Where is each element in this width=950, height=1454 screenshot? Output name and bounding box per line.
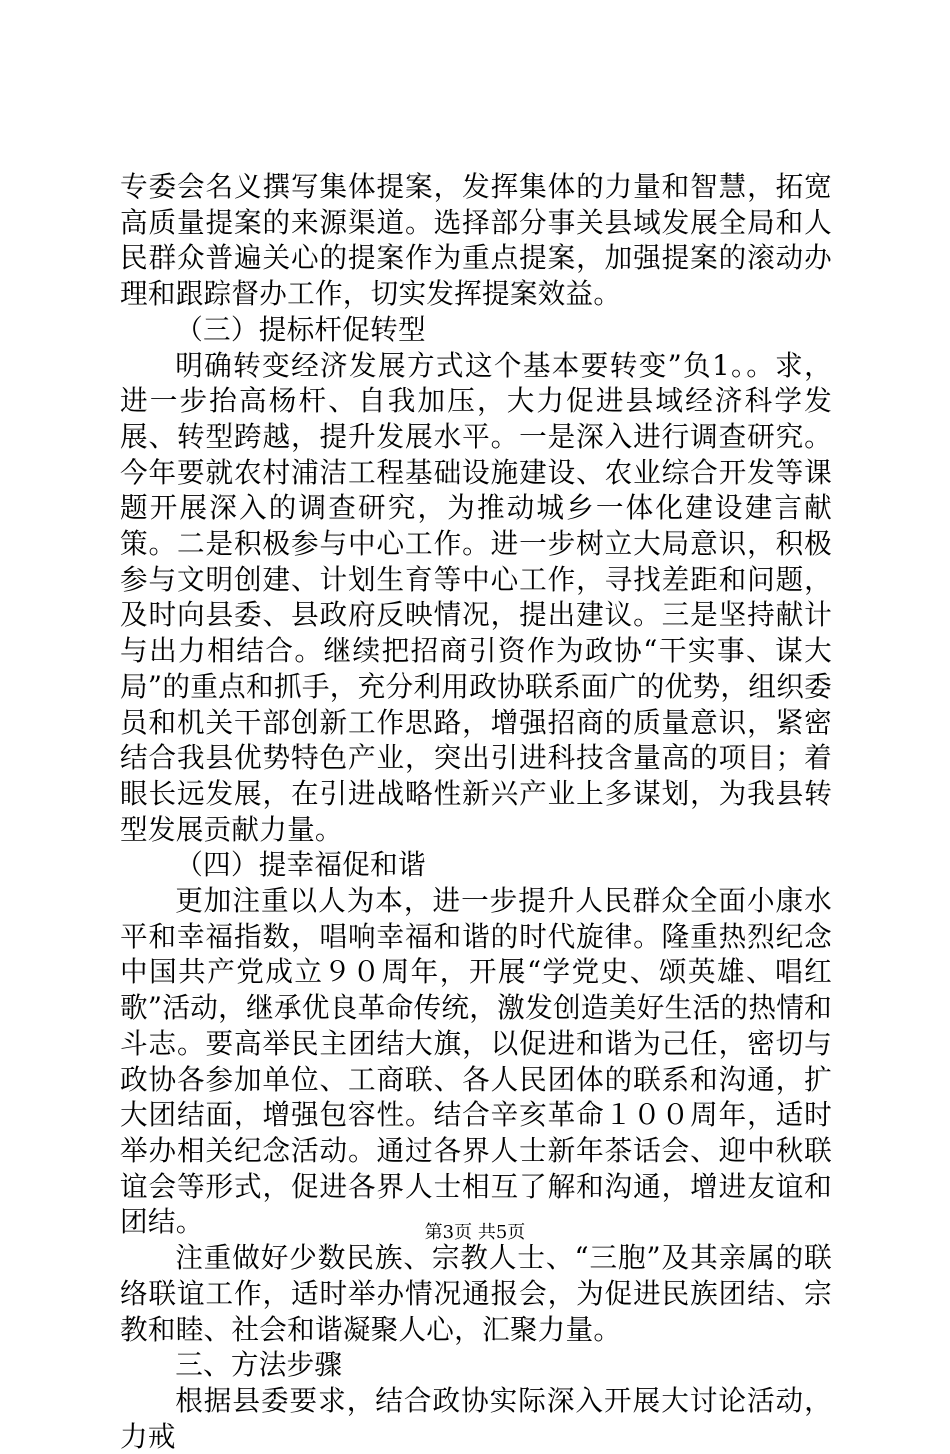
page-number-footer: 第3页 共5页	[424, 1222, 526, 1243]
paragraph-economic-transformation: 明确转变经济发展方式这个基本要转变”负1。。求，进一步抬高杨杆、自我加压，大力促进县域经济科学发展、转型跨越，提升发展水平。一是深入进行调查研究。今年要就农村浦洁工程基础设施建设、农业综合开发等课题开展深入的调查研究，为推动城乡一体化建设建言献策。二是积极参与中心工作。进一步树立大局意识，积极参与文明创建、计划生育等中心工作，寻找差距和问题，及时向县委、县政府反映情况，提出建议。三是坚持献计与出力相结合。继续把招商引资作为政协“干实事、谋大局”的重点和抓手，充分利用政协联系面广的优势，组织委员和机关干部创新工作思路，增强招商的质量意识，紧密结合我县优势特色产业，突出引进科技含量高的项目；着眼长远发展，在引进战略性新兴产业上多谋划，为我县转型发展贡献力量。	[120, 348, 832, 846]
section-heading-benchmark: （三）提标杆促转型	[175, 312, 426, 346]
document-body	[120, 169, 832, 1454]
paragraph-methods: 根据县委要求，结合政协实际深入开展大讨论活动，力戒	[120, 1383, 832, 1453]
paragraph-harmony: 更加注重以人为本，进一步提升人民群众全面小康水平和幸福指数，唱响幸福和谐的时代旋律。隆重热烈纪念中国共产党成立９０周年，开展“学党史、颂英雄、唱红歌”活动，继承优良革命传统，激发创造美好生活的热情和斗志。要高举民主团结大旗，以促进和谐为己任，密切与政协各参加单位、工商联、各人民团体的联系和沟通，扩大团结面，增强包容性。结合辛亥革命１００周年，适时举办相关纪念活动。通过各界人士新年茶话会、迎中秋联谊会等形式，促进各界人士相互了解和沟通，增进友谊和团结。	[120, 884, 832, 1239]
section-heading-happiness: （四）提幸福促和谐	[175, 848, 426, 882]
section-heading-methods: 三、方法步骤	[175, 1348, 343, 1382]
paragraph-proposal-sources: 专委会名义撰写集体提案，发挥集体的力量和智慧，拓宽高质量提案的来源渠道。选择部分事关县域发展全局和人民群众普遍关心的提案作为重点提案，加强提案的滚动办理和跟踪督办工作，切实发挥提案效益。	[120, 170, 832, 311]
paragraph-liaison: 注重做好少数民族、宗教人士、“三胞”及其亲属的联络联谊工作，适时举办情况通报会，为促进民族团结、宗教和睦、社会和谐凝聚人心，汇聚力量。	[120, 1241, 832, 1346]
